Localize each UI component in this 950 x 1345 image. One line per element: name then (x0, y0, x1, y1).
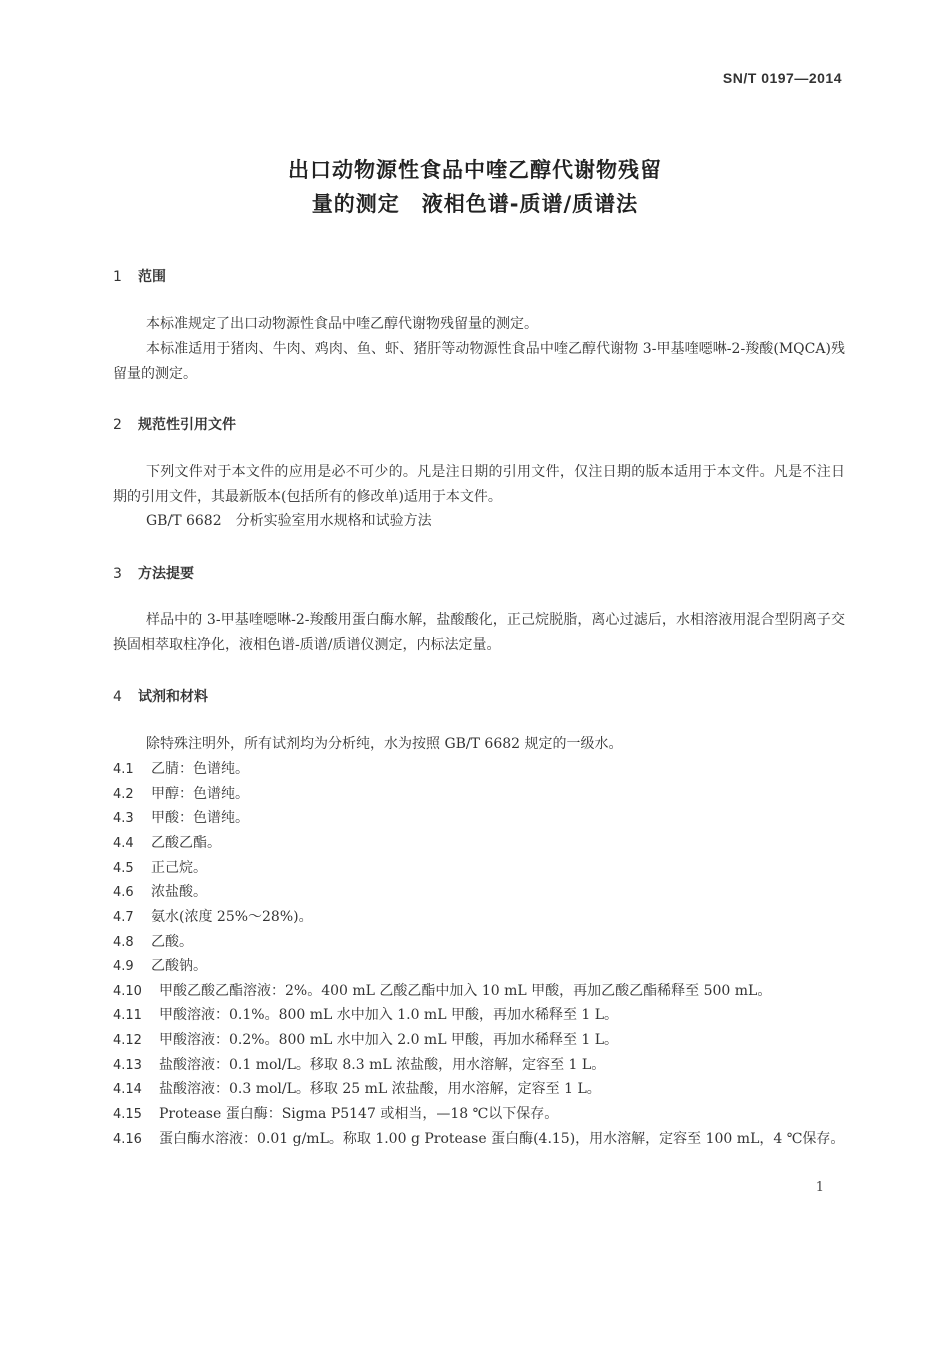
item-text: 氨水(浓度 25%～28%)。 (151, 909, 313, 925)
item-number: 4.1 (113, 762, 134, 777)
item-text: 甲酸乙酸乙酯溶液：2%。400 mL 乙酸乙酯中加入 10 mL 甲酸，再加乙酸乙酯稀释至 500 mL。 (159, 983, 772, 999)
paragraph: 样品中的 3-甲基喹噁啉-2-羧酸用蛋白酶水解，盐酸酸化，正己烷脱脂，离心过滤后，水相溶液用混合型阴离子交换固相萃取柱净化，液相色谱-质谱/质谱仪测定，内标法定量。 (113, 612, 845, 653)
list-item (113, 782, 845, 808)
item-number: 4.13 (113, 1058, 142, 1073)
item-number: 4.4 (113, 836, 134, 851)
item-text: 浓盐酸。 (151, 884, 207, 900)
item-text: 正己烷。 (151, 860, 207, 876)
list-item (113, 1028, 845, 1054)
paragraph: GB/T 6682 分析实验室用水规格和试验方法 (146, 513, 432, 529)
item-text: 蛋白酶水溶液：0.01 g/mL。称取 1.00 g Protease 蛋白酶(4.15)，用水溶解，定容至 100 mL，4 ℃保存。 (159, 1131, 845, 1147)
section-number: 1 (113, 269, 122, 285)
item-number: 4.12 (113, 1033, 142, 1048)
section-title: 范围 (138, 269, 166, 285)
item-number: 4.10 (113, 984, 142, 999)
section-heading-method-summary (113, 563, 194, 583)
item-number: 4.11 (113, 1008, 142, 1023)
section-heading-scope (113, 266, 166, 286)
item-number: 4.9 (113, 959, 134, 974)
item-number: 4.14 (113, 1082, 142, 1097)
item-text: 盐酸溶液：0.3 mol/L。移取 25 mL 浓盐酸，用水溶解，定容至 1 L。 (159, 1081, 601, 1097)
item-number: 4.2 (113, 787, 134, 802)
section-number: 2 (113, 417, 122, 433)
paragraph: 本标准规定了出口动物源性食品中喹乙醇代谢物残留量的测定。 (146, 316, 538, 332)
item-number: 4.5 (113, 861, 134, 876)
list-item (113, 930, 845, 956)
list-item (113, 831, 845, 857)
section-title: 方法提要 (138, 566, 194, 582)
item-number: 4.6 (113, 885, 134, 900)
item-number: 4.7 (113, 910, 134, 925)
item-text: 乙酸乙酯。 (151, 835, 221, 851)
list-item (113, 905, 845, 931)
item-number: 4.8 (113, 935, 134, 950)
list-item (113, 856, 845, 882)
list-item (113, 1053, 845, 1079)
item-text: 甲酸：色谱纯。 (151, 810, 249, 826)
standard-code: SN/T 0197—2014 (722, 70, 842, 86)
section-heading-reagents (113, 686, 208, 706)
section-title: 试剂和材料 (138, 689, 208, 705)
list-item (113, 880, 845, 906)
list-item (113, 979, 845, 1005)
list-item (113, 806, 845, 832)
paragraph: 下列文件对于本文件的应用是必不可少的。凡是注日期的引用文件，仅注日期的版本适用于本文件。凡是不注日期的引用文件，其最新版本(包括所有的修改单)适用于本文件。 (113, 464, 845, 505)
section-number: 4 (113, 689, 122, 705)
item-text: 甲醇：色谱纯。 (151, 786, 249, 802)
page-number: 1 (815, 1180, 824, 1195)
item-number: 4.16 (113, 1132, 142, 1147)
item-text: 乙酸钠。 (151, 958, 207, 974)
item-number: 4.3 (113, 811, 134, 826)
list-item (113, 1127, 845, 1153)
item-text: 盐酸溶液：0.1 mol/L。移取 8.3 mL 浓盐酸，用水溶解，定容至 1 L。 (159, 1057, 606, 1073)
item-text: 乙酸。 (151, 934, 193, 950)
item-text: 甲酸溶液：0.2%。800 mL 水中加入 2.0 mL 甲酸，再加水稀释至 1 L。 (159, 1032, 619, 1048)
item-text: 甲酸溶液：0.1%。800 mL 水中加入 1.0 mL 甲酸，再加水稀释至 1 L。 (159, 1007, 619, 1023)
list-item (113, 954, 845, 980)
list-item (113, 757, 845, 783)
document-title-line-2: 量的测定 液相色谱-质谱/质谱法 (311, 192, 639, 216)
item-number: 4.15 (113, 1107, 142, 1122)
section-heading-normative-references (113, 414, 236, 434)
list-item (113, 1003, 845, 1029)
document-title-line-1: 出口动物源性食品中喹乙醇代谢物残留 (288, 158, 662, 182)
list-item (113, 1102, 845, 1128)
paragraph: 本标准适用于猪肉、牛肉、鸡肉、鱼、虾、猪肝等动物源性食品中喹乙醇代谢物 3-甲基喹噁啉-2-羧酸(MQCA)残留量的测定。 (113, 341, 845, 382)
section-title: 规范性引用文件 (138, 417, 236, 433)
list-item (113, 1077, 845, 1103)
paragraph: 除特殊注明外，所有试剂均为分析纯，水为按照 GB/T 6682 规定的一级水。 (146, 736, 623, 752)
section-number: 3 (113, 566, 122, 582)
item-text: Protease 蛋白酶：Sigma P5147 或相当，—18 ℃以下保存。 (159, 1106, 559, 1122)
item-text: 乙腈：色谱纯。 (151, 761, 249, 777)
